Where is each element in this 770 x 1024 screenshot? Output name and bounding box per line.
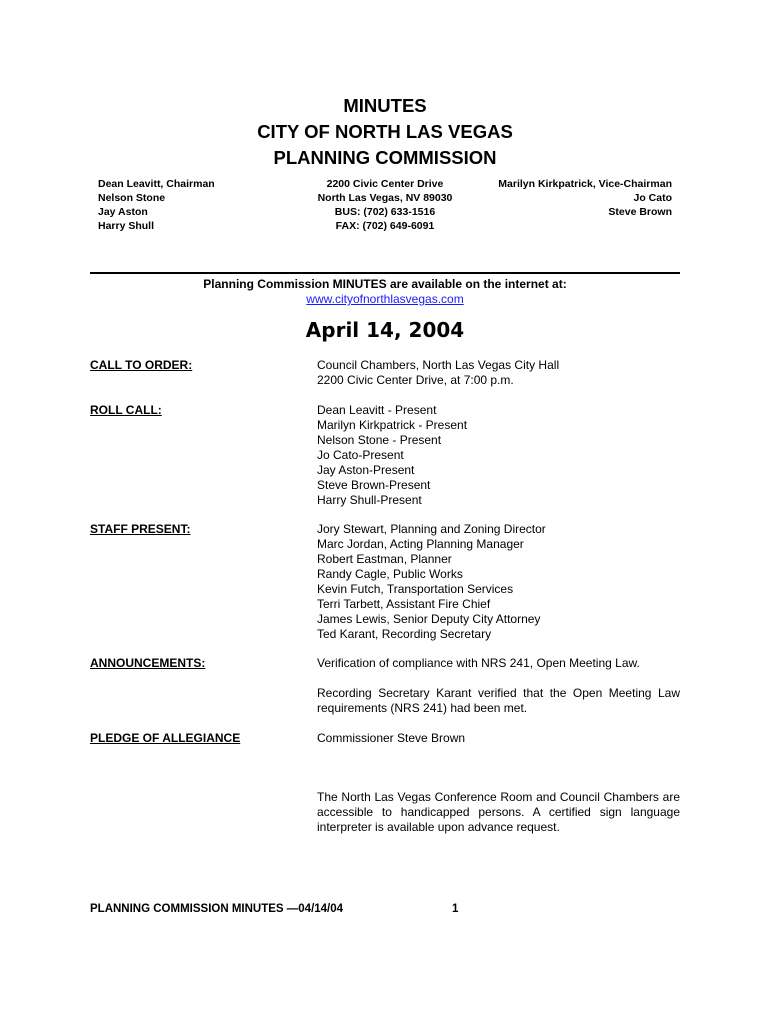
list-item: Ted Karant, Recording Secretary	[317, 627, 492, 641]
address-street: 2200 Civic Center Drive	[326, 178, 444, 190]
pledge-label: PLEDGE OF ALLEGIANCE	[90, 731, 241, 745]
list-item: Marc Jordan, Acting Planning Manager	[317, 537, 524, 551]
staff-present-body	[317, 522, 680, 642]
address-block	[290, 177, 480, 233]
call-to-order-label: CALL TO ORDER:	[90, 358, 193, 372]
phone-fax: FAX: (702) 649-6091	[335, 220, 435, 232]
list-item: Council Chambers, North Las Vegas City Hall	[317, 358, 560, 372]
list-item: Jory Stewart, Planning and Zoning Director	[317, 522, 546, 536]
roll-call-label: ROLL CALL:	[90, 403, 162, 417]
pledge-body: Commissioner Steve Brown	[317, 731, 466, 745]
title-commission: PLANNING COMMISSION	[273, 147, 497, 168]
list-item: Randy Cagle, Public Works	[317, 567, 463, 581]
member-name: Marilyn Kirkpatrick, Vice-Chairman	[498, 178, 672, 190]
title-minutes: MINUTES	[343, 95, 427, 116]
list-item: Verification of compliance with NRS 241, Open Meeting Law.	[317, 656, 640, 670]
meeting-date: April 14, 2004	[305, 318, 465, 342]
announcements-label: ANNOUNCEMENTS:	[90, 656, 206, 670]
member-name: Dean Leavitt, Chairman	[98, 178, 215, 190]
member-name: Steve Brown	[608, 206, 672, 218]
list-item: Terri Tarbett, Assistant Fire Chief	[317, 597, 491, 611]
list-item: Steve Brown-Present	[317, 478, 431, 492]
call-to-order-body	[317, 358, 680, 388]
list-item: Robert Eastman, Planner	[317, 552, 452, 566]
list-item: James Lewis, Senior Deputy City Attorney	[317, 612, 541, 626]
address-city: North Las Vegas, NV 89030	[317, 192, 453, 204]
list-item: Marilyn Kirkpatrick - Present	[317, 418, 468, 432]
list-item: Harry Shull-Present	[317, 493, 422, 507]
announcements-line	[317, 656, 680, 671]
member-name: Nelson Stone	[98, 192, 166, 204]
announcements-paragraph: Recording Secretary Karant verified that the Open Meeting Law requirements (NRS 241) had been met.	[317, 686, 680, 715]
list-item: Jo Cato-Present	[317, 448, 404, 462]
website-link[interactable]: www.cityofnorthlasvegas.com	[306, 292, 464, 306]
title-city: CITY OF NORTH LAS VEGAS	[257, 121, 513, 142]
members-left	[98, 177, 215, 233]
member-name: Jay Aston	[98, 206, 148, 218]
footer-title: PLANNING COMMISSION MINUTES —04/14/04	[90, 903, 344, 915]
roll-call-body	[317, 403, 680, 508]
member-name: Jo Cato	[633, 192, 672, 204]
header-divider	[90, 272, 680, 274]
list-item: Jay Aston-Present	[317, 463, 415, 477]
list-item: Kevin Futch, Transportation Services	[317, 582, 514, 596]
phone-bus: BUS: (702) 633-1516	[334, 206, 436, 218]
member-name: Harry Shull	[98, 220, 155, 232]
accessibility-note: The North Las Vegas Conference Room and Council Chambers are accessible to handicapped persons. A certified sign language interpreter is available upon advance request.	[317, 790, 680, 834]
staff-present-label: STAFF PRESENT:	[90, 522, 191, 536]
members-right	[498, 177, 672, 219]
list-item: 2200 Civic Center Drive, at 7:00 p.m.	[317, 373, 514, 387]
list-item: Dean Leavitt - Present	[317, 403, 437, 417]
internet-notice: Planning Commission MINUTES are available on the internet at:	[203, 277, 567, 291]
page-number: 1	[452, 903, 459, 915]
list-item: Nelson Stone - Present	[317, 433, 442, 447]
